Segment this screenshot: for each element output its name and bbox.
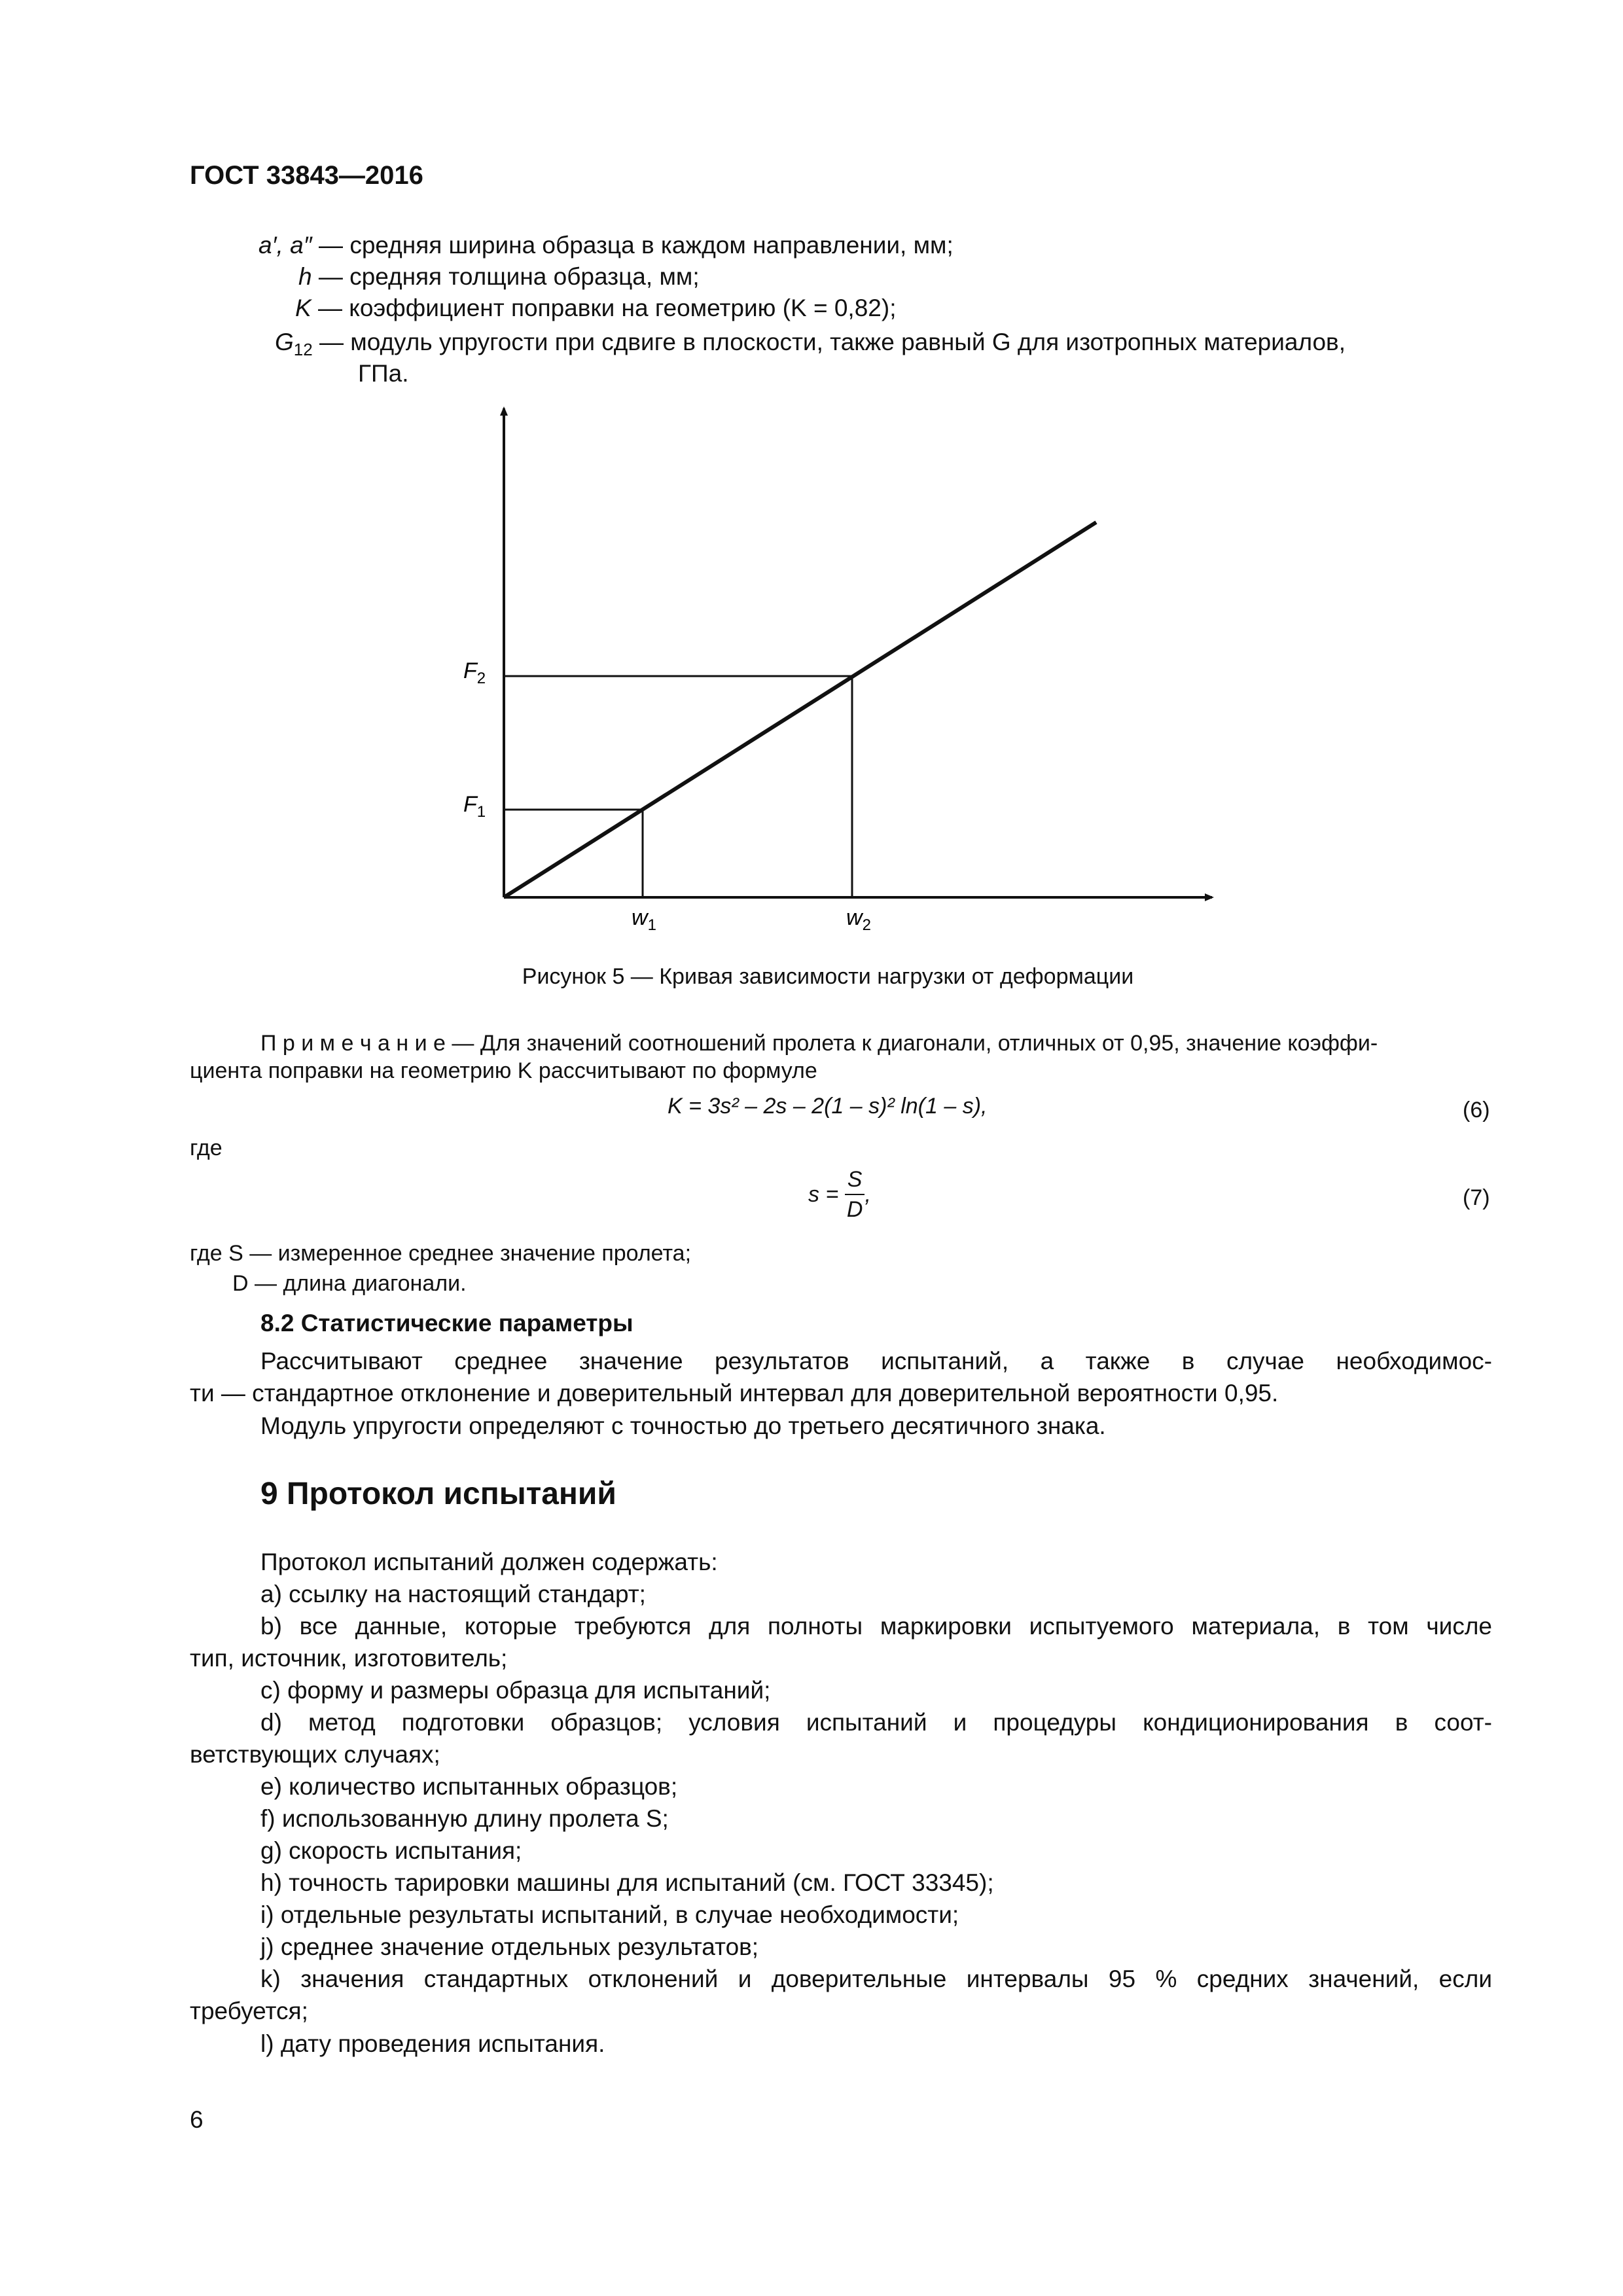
formula-6-number: (6)	[1463, 1098, 1490, 1122]
list-item-c: c) форму и размеры образца для испытаний;	[260, 1677, 771, 1704]
list-item-e: e) количество испытанных образцов;	[260, 1773, 678, 1800]
section-8-2-line-1: Рассчитывают среднее значение результатов испытаний, а также в случае необходимос-	[260, 1348, 1492, 1374]
list-item-d-cont: ветствующих случаях;	[190, 1741, 440, 1768]
list-item-k-cont: требуется;	[190, 1998, 308, 2024]
def-g12-text: — модуль упругости при сдвиге в плоскости, также равный G для изотропных материалов,	[312, 329, 1346, 355]
section-9-intro: Протокол испытаний должен содержать:	[260, 1549, 718, 1575]
where-label: где	[190, 1136, 223, 1160]
def-k	[295, 293, 896, 323]
def-g12-symbol: G	[275, 329, 294, 355]
w2-label: $w_2$	[846, 905, 871, 934]
formula-7-lhs: s =	[808, 1182, 839, 1207]
f2-label: $F_2$	[463, 658, 486, 687]
formula-7-tail: ,	[865, 1182, 871, 1207]
page-number: 6	[190, 2106, 204, 2133]
section-8-2-line-3: Модуль упругости определяют с точностью до третьего десятичного знака.	[260, 1412, 1106, 1439]
note-text-1: — Для значений соотношений пролета к диагонали, отличных от 0,95, значение коэффи-	[445, 1031, 1378, 1056]
list-item-h: h) точность тарировки машины для испытаний (см. ГОСТ 33345);	[260, 1869, 994, 1896]
def-h-text: — средняя толщина образца, мм;	[312, 263, 700, 290]
def-a-symbol: a′, a″	[259, 232, 312, 259]
def-h-symbol: h	[298, 263, 312, 290]
def-a	[259, 230, 954, 260]
formula-7-numerator: S	[845, 1165, 865, 1195]
def-h	[298, 262, 700, 292]
note-line-2: циента поправки на геометрию K рассчитывают по формуле	[190, 1058, 817, 1083]
load-curve	[504, 522, 1096, 897]
def-g12-continuation: ГПа.	[358, 360, 409, 387]
w1-label: $w_1$	[632, 905, 656, 934]
list-item-a: a) ссылку на настоящий стандарт;	[260, 1581, 646, 1607]
where-d: D — длина диагонали.	[232, 1271, 467, 1296]
list-item-k: k) значения стандартных отклонений и доверительные интервалы 95 % средних значений, если	[260, 1965, 1492, 1992]
list-item-j: j) среднее значение отдельных результатов;	[260, 1933, 759, 1960]
def-g12-subscript: 12	[293, 340, 313, 359]
formula-7-fraction	[845, 1165, 865, 1224]
list-item-i: i) отдельные результаты испытаний, в случае необходимости;	[260, 1901, 959, 1928]
formula-6: K = 3s² – 2s – 2(1 – s)² ln(1 – s),	[668, 1094, 988, 1119]
list-item-b: b) все данные, которые требуются для полноты маркировки испытуемого материала, в том числе	[260, 1613, 1492, 1640]
figure-caption: Рисунок 5 — Кривая зависимости нагрузки от деформации	[522, 964, 1134, 989]
formula-7	[808, 1165, 871, 1224]
def-g12	[275, 327, 1346, 357]
note-line-1	[260, 1029, 1378, 1058]
def-k-symbol: K	[295, 295, 312, 321]
document-header: ГОСТ 33843—2016	[190, 161, 423, 190]
list-item-d: d) метод подготовки образцов; условия испытаний и процедуры кондиционирования в соот-	[260, 1709, 1492, 1736]
section-8-2-title: 8.2 Статистические параметры	[260, 1310, 633, 1336]
f1-label: $F_1$	[463, 792, 486, 821]
def-a-text: — средняя ширина образца в каждом направлении, мм;	[312, 232, 954, 259]
load-deformation-chart	[0, 393, 1623, 982]
where-s: где S — измеренное среднее значение пролета;	[190, 1241, 692, 1266]
formula-7-number: (7)	[1463, 1185, 1490, 1210]
list-item-l: l) дату проведения испытания.	[260, 2030, 605, 2057]
note-label: П р и м е ч а н и е	[260, 1031, 446, 1056]
formula-7-denominator: D	[846, 1197, 863, 1222]
list-item-f: f) использованную длину пролета S;	[260, 1805, 669, 1832]
def-k-text: — коэффициент поправки на геометрию (K = 0,82);	[311, 295, 897, 321]
list-item-g: g) скорость испытания;	[260, 1837, 522, 1864]
section-9-title: 9 Протокол испытаний	[260, 1477, 616, 1511]
section-8-2-line-2: ти — стандартное отклонение и доверительный интервал для доверительной вероятности 0,95.	[190, 1380, 1279, 1407]
list-item-b-cont: тип, источник, изготовитель;	[190, 1645, 508, 1672]
